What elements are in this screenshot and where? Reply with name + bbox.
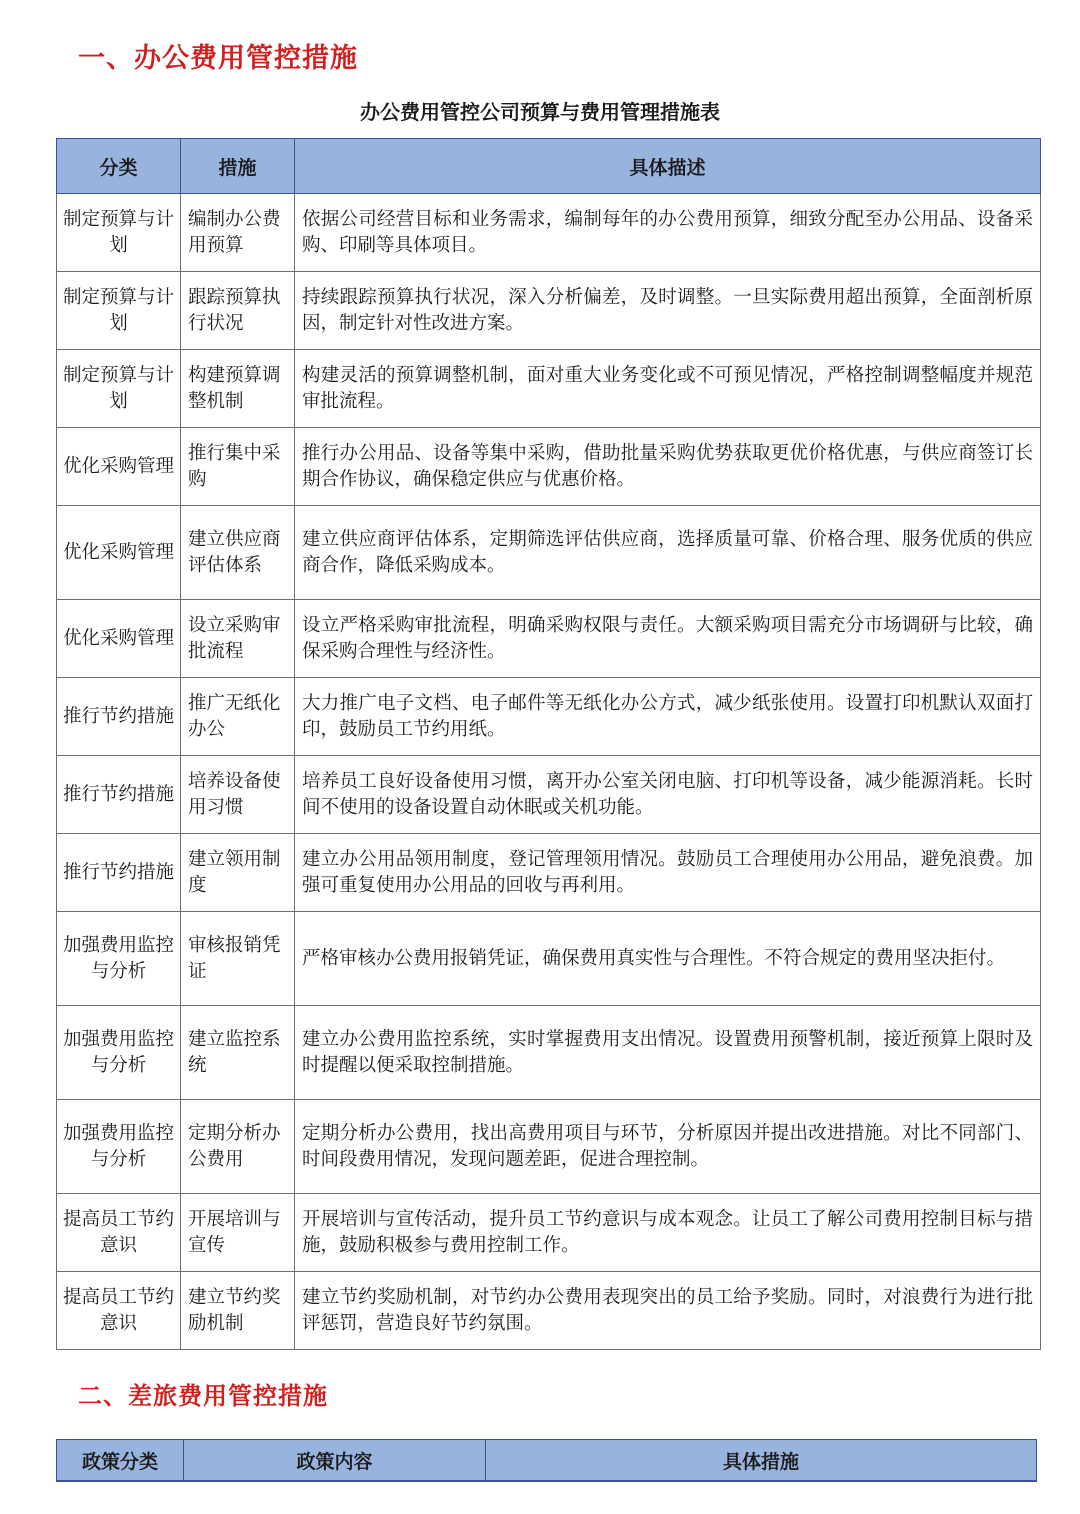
- header-measure: 措施: [181, 139, 295, 194]
- description-cell: 依据公司经营目标和业务需求，编制每年的办公费用预算，细致分配至办公用品、设备采购、印刷等具体项目。: [295, 194, 1041, 272]
- office-cost-table: [56, 138, 1041, 1350]
- table-row: [57, 428, 1041, 506]
- category-cell: 制定预算与计划: [57, 194, 181, 272]
- header-specific-measures: 具体措施: [486, 1440, 1037, 1482]
- description-cell: 持续跟踪预算执行状况，深入分析偏差，及时调整。一旦实际费用超出预算，全面剖析原因，制定针对性改进方案。: [295, 272, 1041, 350]
- category-cell: 加强费用监控与分析: [57, 912, 181, 1006]
- description-cell: 建立节约奖励机制，对节约办公费用表现突出的员工给予奖励。同时，对浪费行为进行批评惩罚，营造良好节约氛围。: [295, 1272, 1041, 1350]
- section-heading-office-costs: 一、办公费用管控措施: [78, 43, 358, 74]
- measure-cell: 定期分析办公费用: [181, 1100, 295, 1194]
- category-cell: 加强费用监控与分析: [57, 1006, 181, 1100]
- measure-cell: 审核报销凭证: [181, 912, 295, 1006]
- description-cell: 建立办公用品领用制度，登记管理领用情况。鼓励员工合理使用办公用品，避免浪费。加强可重复使用办公用品的回收与再利用。: [295, 834, 1041, 912]
- category-cell: 推行节约措施: [57, 678, 181, 756]
- description-cell: 培养员工良好设备使用习惯，离开办公室关闭电脑、打印机等设备，减少能源消耗。长时间不使用的设备设置自动休眠或关机功能。: [295, 756, 1041, 834]
- description-cell: 开展培训与宣传活动，提升员工节约意识与成本观念。让员工了解公司费用控制目标与措施，鼓励积极参与费用控制工作。: [295, 1194, 1041, 1272]
- description-cell: 严格审核办公费用报销凭证，确保费用真实性与合理性。不符合规定的费用坚决拒付。: [295, 912, 1041, 1006]
- table-row: [57, 834, 1041, 912]
- category-cell: 提高员工节约意识: [57, 1272, 181, 1350]
- table-row: [57, 600, 1041, 678]
- header-policy-category: 政策分类: [57, 1440, 184, 1482]
- measure-cell: 编制办公费用预算: [181, 194, 295, 272]
- description-cell: 大力推广电子文档、电子邮件等无纸化办公方式，减少纸张使用。设置打印机默认双面打印，鼓励员工节约用纸。: [295, 678, 1041, 756]
- measure-cell: 建立监控系统: [181, 1006, 295, 1100]
- travel-cost-table: [56, 1439, 1037, 1482]
- category-cell: 优化采购管理: [57, 506, 181, 600]
- table-row: [57, 272, 1041, 350]
- category-cell: 优化采购管理: [57, 428, 181, 506]
- measure-cell: 开展培训与宣传: [181, 1194, 295, 1272]
- category-cell: 制定预算与计划: [57, 272, 181, 350]
- header-category: 分类: [57, 139, 181, 194]
- measure-cell: 推行集中采购: [181, 428, 295, 506]
- category-cell: 优化采购管理: [57, 600, 181, 678]
- table-row: [57, 506, 1041, 600]
- table-row: [57, 678, 1041, 756]
- table-row: [57, 1006, 1041, 1100]
- table-row: [57, 1194, 1041, 1272]
- measure-cell: 建立供应商评估体系: [181, 506, 295, 600]
- measure-cell: 建立节约奖励机制: [181, 1272, 295, 1350]
- description-cell: 推行办公用品、设备等集中采购，借助批量采购优势获取更优价格优惠，与供应商签订长期合作协议，确保稳定供应与优惠价格。: [295, 428, 1041, 506]
- measure-cell: 培养设备使用习惯: [181, 756, 295, 834]
- header-description: 具体描述: [295, 139, 1041, 194]
- category-cell: 加强费用监控与分析: [57, 1100, 181, 1194]
- table-row: [57, 756, 1041, 834]
- category-cell: 推行节约措施: [57, 756, 181, 834]
- measure-cell: 设立采购审批流程: [181, 600, 295, 678]
- table-row: [57, 912, 1041, 1006]
- table-row: [57, 194, 1041, 272]
- table-title: 办公费用管控公司预算与费用管理措施表: [360, 100, 720, 124]
- description-cell: 建立供应商评估体系，定期筛选评估供应商，选择质量可靠、价格合理、服务优质的供应商合作，降低采购成本。: [295, 506, 1041, 600]
- category-cell: 推行节约措施: [57, 834, 181, 912]
- description-cell: 建立办公费用监控系统，实时掌握费用支出情况。设置费用预警机制，接近预算上限时及时提醒以便采取控制措施。: [295, 1006, 1041, 1100]
- table-header-row: [57, 1440, 1037, 1482]
- description-cell: 构建灵活的预算调整机制，面对重大业务变化或不可预见情况，严格控制调整幅度并规范审批流程。: [295, 350, 1041, 428]
- description-cell: 定期分析办公费用，找出高费用项目与环节，分析原因并提出改进措施。对比不同部门、时间段费用情况，发现问题差距，促进合理控制。: [295, 1100, 1041, 1194]
- measure-cell: 跟踪预算执行状况: [181, 272, 295, 350]
- table-row: [57, 350, 1041, 428]
- section-heading-travel-costs: 二、差旅费用管控措施: [78, 1382, 328, 1410]
- measure-cell: 推广无纸化办公: [181, 678, 295, 756]
- table-row: [57, 1272, 1041, 1350]
- description-cell: 设立严格采购审批流程，明确采购权限与责任。大额采购项目需充分市场调研与比较，确保采购合理性与经济性。: [295, 600, 1041, 678]
- measure-cell: 构建预算调整机制: [181, 350, 295, 428]
- category-cell: 提高员工节约意识: [57, 1194, 181, 1272]
- header-policy-content: 政策内容: [184, 1440, 486, 1482]
- table-header-row: [57, 139, 1041, 194]
- category-cell: 制定预算与计划: [57, 350, 181, 428]
- table-row: [57, 1100, 1041, 1194]
- measure-cell: 建立领用制度: [181, 834, 295, 912]
